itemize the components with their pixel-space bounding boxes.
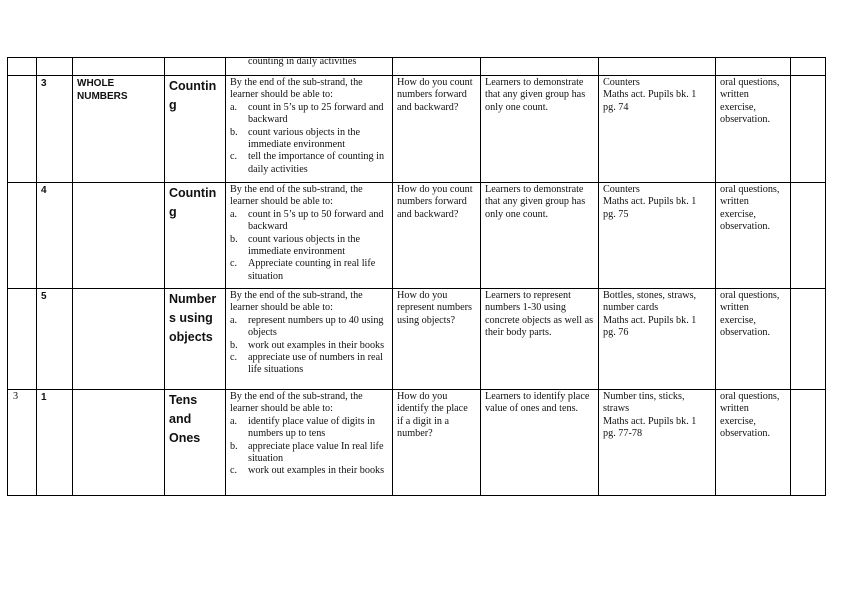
objective-text: count in 5’s up to 50 forward and backward [248,208,384,233]
week-cell [8,183,36,288]
sub-strand-cell: Countin g [169,79,217,112]
key-question-cell: How do you represent numbers using objects? [397,290,472,326]
objective-item [230,209,388,234]
learning-experience-cell: Learners to identify place value of ones and tens. [485,391,590,415]
objective-item [230,102,388,127]
lesson-cell: 5 [41,291,47,302]
objectives-list [230,416,388,478]
objective-item [230,127,388,152]
objective-marker: c. [230,151,238,163]
objective-text: count in 5’s up to 25 forward and backward [248,101,384,126]
lesson-cell: 3 [41,78,47,89]
objective-text: Appreciate counting in real life situation [248,258,376,282]
key-question-cell: How do you count numbers forward and backward? [397,184,473,220]
table-row [8,289,826,390]
objective-item [230,340,388,352]
sub-strand-cell: Countin g [169,186,217,219]
lesson-cell: 1 [41,392,47,403]
lesson-cell: 4 [41,185,47,196]
objectives-intro: By the end of the sub-strand, the learner should be able to: [230,77,363,101]
remarks-cell [791,289,825,389]
learning-experience-cell: Learners to demonstrate that any given group has only one count. [485,77,586,113]
objective-marker: b. [230,126,238,138]
objective-text: appreciate place value In real life situation [248,440,384,465]
strand-cell [73,390,164,495]
assessment-cell: oral questions, written exercise, observation. [720,391,780,440]
objective-item [230,441,388,466]
table-row [8,390,826,496]
objective-item [230,234,388,259]
objective-marker: a. [230,208,238,220]
objectives-list [230,209,388,283]
objective-text: count various objects in the immediate environment [248,126,361,151]
objective-marker: c. [230,258,238,270]
resources-cell: Number tins, sticks, straws Maths act. Pupils bk. 1 pg. 77-78 [603,391,697,440]
table-row [8,76,826,183]
objective-marker: a. [230,101,238,113]
objectives-intro: By the end of the sub-strand, the learner should be able to: [230,391,363,415]
resources-cell: Bottles, stones, straws, number cards Maths act. Pupils bk. 1 pg. 76 [603,290,697,339]
resources-cell: Counters Maths act. Pupils bk. 1 pg. 74 [603,77,697,113]
objective-text: appreciate use of numbers in real life situations [248,352,383,376]
week-cell: 3 [13,391,19,402]
objective-text: count various objects in the immediate environment [248,233,361,258]
objectives-list [230,102,388,176]
objective-item [230,151,388,176]
objectives-cell [226,390,392,495]
assessment-cell: oral questions, written exercise, observation. [720,77,780,126]
strand-cell [73,289,164,389]
learning-experience-cell: Learners to represent numbers 1-30 using concrete objects as well as their body parts. [485,290,594,339]
remarks-cell [791,183,825,288]
objective-marker: a. [230,415,238,427]
objective-item [230,258,388,283]
objectives-cell [226,183,392,288]
assessment-cell: oral questions, written exercise, observation. [720,290,780,339]
table-row [8,183,826,289]
objective-marker: b. [230,233,238,245]
continuation-row [8,58,826,76]
objectives-list [230,315,388,377]
objectives-cell [226,76,392,182]
key-question-cell: How do you count numbers forward and backward? [397,77,473,113]
remarks-cell [791,390,825,495]
objective-marker: c. [230,352,238,364]
resources-cell: Counters Maths act. Pupils bk. 1 pg. 75 [603,184,697,220]
strand-cell: WHOLE NUMBERS [77,78,128,102]
objective-text: tell the importance of counting in daily activities [248,151,385,175]
objective-item [230,315,388,340]
objective-item [230,352,388,377]
objective-marker: b. [230,440,238,452]
objective-text: represent numbers up to 40 using objects [248,314,384,339]
sub-strand-cell: Tens and Ones [169,393,201,445]
objectives-intro: By the end of the sub-strand, the learner should be able to: [230,184,363,208]
objective-continuation: counting in daily activities [248,56,357,67]
strand-cell [73,183,164,288]
objective-text: work out examples in their books [248,465,385,477]
objective-item [230,465,388,477]
sub-strand-cell: Number s using objects [169,292,217,344]
learning-experience-cell: Learners to demonstrate that any given group has only one count. [485,184,586,220]
assessment-cell: oral questions, written exercise, observation. [720,184,780,233]
week-cell [8,289,36,389]
week-cell [8,76,36,182]
objective-marker: c. [230,465,238,477]
objective-marker: b. [230,339,238,351]
objective-text: identify place value of digits in numbers up to tens [248,415,376,440]
scheme-of-work-table [7,57,826,496]
objectives-cell [226,289,392,389]
objective-item [230,416,388,441]
objective-marker: a. [230,314,238,326]
key-question-cell: How do you identify the place if a digit in a number? [397,391,468,440]
objective-text: work out examples in their books [248,339,385,351]
remarks-cell [791,76,825,182]
objectives-intro: By the end of the sub-strand, the learner should be able to: [230,290,363,314]
